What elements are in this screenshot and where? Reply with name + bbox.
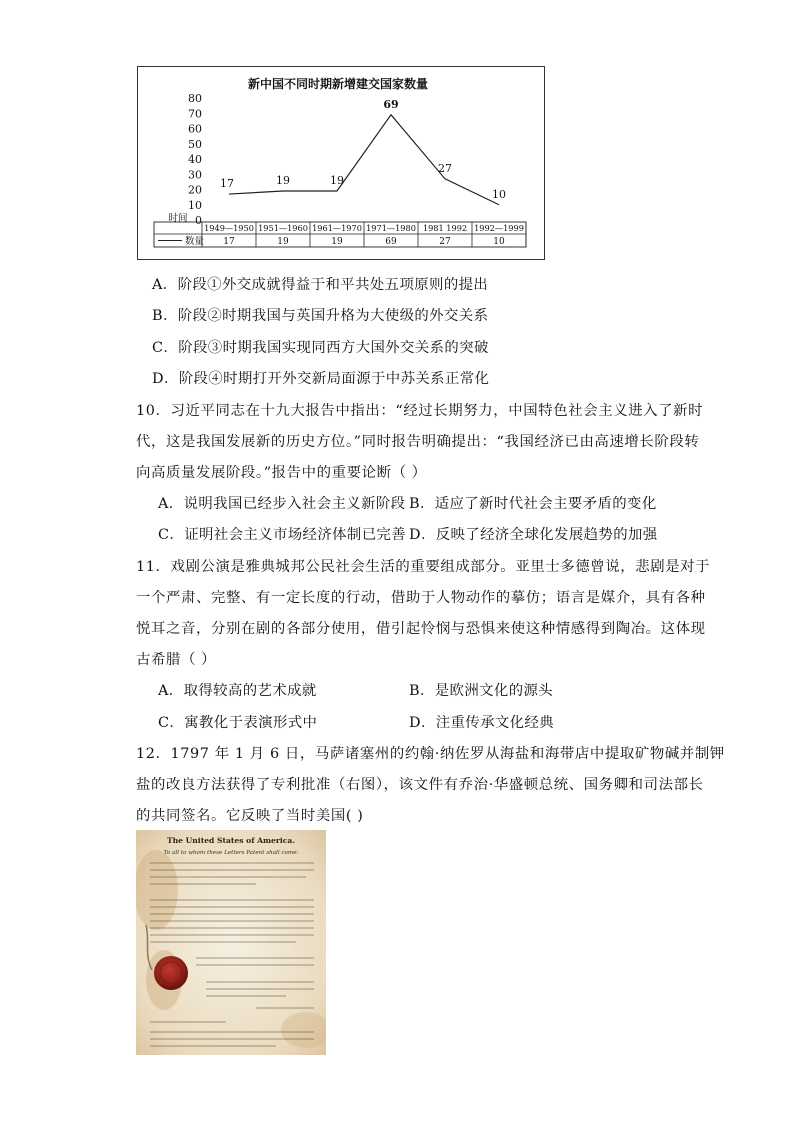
- y-tick-label: 0: [195, 214, 202, 227]
- y-tick-label: 70: [188, 107, 202, 121]
- q10-option-b[interactable]: B．适应了新时代社会主要矛盾的变化: [409, 496, 657, 512]
- q11-stem-line-1: 11．戏剧公演是雅典城邦公民社会生活的重要组成部分。亚里士多德曾说，悲剧是对于: [136, 559, 711, 575]
- table-value-cell: 10: [493, 237, 505, 247]
- x-category-label: 1981 1992: [422, 223, 468, 233]
- chart-frame: [137, 66, 545, 260]
- y-tick-label: 60: [188, 122, 202, 136]
- q10-option-c[interactable]: C．证明社会主义市场经济体制已完善: [158, 527, 407, 543]
- table-value-cell: 69: [385, 237, 397, 247]
- table-value-cell: 27: [439, 237, 451, 247]
- q10-option-d[interactable]: D．反映了经济全球化发展趋势的加强: [409, 527, 658, 543]
- x-category-label: 1961—1970: [312, 223, 362, 233]
- patent-subheading: To all to whom these Letters Patent shall come:: [163, 850, 299, 856]
- q11-option-a[interactable]: A．取得较高的艺术成就: [158, 683, 317, 699]
- data-label: 10: [492, 187, 506, 201]
- q9-option-c[interactable]: C．阶段③时期我国实现同西方大国外交关系的突破: [152, 340, 489, 356]
- q10-stem-line-3: 向高质量发展阶段。”报告中的重要论断（ ）: [136, 465, 427, 481]
- y-tick-label: 40: [188, 153, 202, 166]
- q12-stem-line-3: 的共同签名。它反映了当时美国( ): [136, 808, 364, 824]
- q10-stem-line-2: 代，这是我国发展新的历史方位。”同时报告明确提出：“我国经济已由高速增长阶段转: [136, 434, 700, 450]
- table-value-cell: 19: [277, 237, 289, 247]
- data-label: 17: [220, 177, 234, 191]
- table-value-cell: 19: [331, 237, 343, 247]
- data-label: 69: [383, 97, 399, 111]
- y-tick-label: 10: [188, 198, 202, 212]
- q9-option-b[interactable]: B．阶段②时期我国与英国升格为大使级的外交关系: [152, 308, 489, 324]
- q10-option-a[interactable]: A．说明我国已经步入社会主义新阶段: [158, 496, 406, 512]
- patent-heading: The United States of America.: [167, 836, 295, 845]
- y-tick-label: 20: [188, 183, 202, 197]
- table-row-header-time: 时间: [168, 213, 188, 224]
- y-tick-label: 50: [188, 137, 202, 151]
- patent-illustration: [136, 830, 326, 1055]
- y-tick-label: 80: [188, 92, 202, 105]
- q11-option-b[interactable]: B．是欧洲文化的源头: [409, 683, 554, 699]
- line-chart: [138, 67, 544, 259]
- q12-stem-line-1: 12．1797 年 1 月 6 日，马萨诸塞州的约翰·纳佐罗从海盐和海带店中提取矿物碱并制钾: [136, 746, 725, 762]
- chart-title: 新中国不同时期新增建交国家数量: [247, 77, 429, 91]
- q12-stem-line-2: 盐的改良方法获得了专利批准（右图），该文件有乔治·华盛顿总统、国务卿和司法部长: [136, 777, 704, 793]
- data-label: 27: [438, 161, 452, 175]
- wax-seal-icon: [154, 956, 188, 990]
- x-category-label: 1951—1960: [258, 223, 308, 233]
- data-label: 19: [330, 174, 344, 188]
- q9-option-a[interactable]: A．阶段①外交成就得益于和平共处五项原则的提出: [152, 277, 489, 293]
- q11-option-c[interactable]: C．寓教化于表演形式中: [158, 715, 318, 731]
- y-tick-label: 30: [188, 168, 202, 182]
- q9-option-d[interactable]: D．阶段④时期打开外交新局面源于中苏关系正常化: [152, 371, 490, 387]
- x-category-label: 1992—1999: [474, 223, 524, 233]
- series-line: [229, 115, 499, 205]
- x-category-label: 1949—1950: [204, 223, 254, 233]
- q10-stem-line-1: 10．习近平同志在十九大报告中指出：“经过长期努力，中国特色社会主义进入了新时: [136, 403, 704, 419]
- q11-option-d[interactable]: D．注重传承文化经典: [409, 715, 555, 731]
- q11-stem-line-2: 一个严肃、完整、有一定长度的行动，借助于人物动作的摹仿；语言是媒介，具有各种: [136, 590, 706, 606]
- q11-stem-line-4: 古希腊（ ）: [136, 652, 217, 668]
- table-row-header-count: 数量: [185, 236, 205, 247]
- data-label: 19: [276, 174, 290, 188]
- x-category-label: 1971—1980: [366, 223, 416, 233]
- q11-stem-line-3: 悦耳之音，分别在剧的各部分使用，借引起怜悯与恐惧来使这种情感得到陶冶。这体现: [136, 621, 706, 637]
- table-value-cell: 17: [223, 237, 235, 247]
- patent-document-image: [136, 830, 326, 1055]
